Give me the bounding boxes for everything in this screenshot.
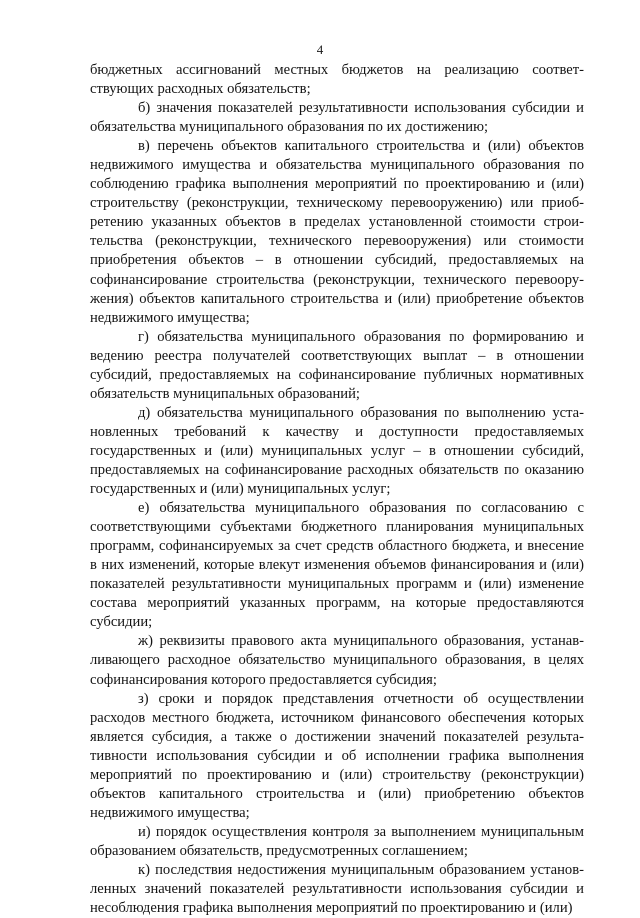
- paragraph-continuation: бюджетных ассигнований местных бюджетов на реализацию соответствующих расходных обязательств;: [90, 62, 584, 98]
- paragraph-item-d: д) обязательства муниципального образования по выполнению установленных требований к качеству и доступности предоставляемых государственных и (или) муниципальных услуг – в отношении субсидий, предоставляемых на софинансирование расходных обязательств по оказанию государственных и (или) муниципальных услуг;: [90, 404, 584, 498]
- document-body: [90, 61, 584, 918]
- paragraph-item-e: е) обязательства муниципального образования по согласованию с соответствующими субъектами бюджетного планирования муниципальных программ, софинансируемых за счет средств областного бюджета, и внесение в них изменений, которые влекут изменения объемов финансирования и (или) показателей результативности муниципальных программ и (или) изменение состава мероприятий указанных программ, на которые предоставляются субсидии;: [90, 500, 584, 631]
- paragraph-item-g: г) обязательства муниципального образования по формированию и ведению реестра получателей соответствующих выплат – в отношении субсидий, предоставляемых на софинансирование публичных нормативных обязательств муниципальных образований;: [90, 328, 584, 402]
- paragraph-item-z: з) сроки и порядок представления отчетности об осуществлении расходов местного бюджета, источником финансового обеспечения которых является субсидия, а также о достижении значений показателей результативности использования субсидии и об исполнении графика выполнения мероприятий по проектированию и (или) строительству (реконструкции) объектов капитального строительства и (или) приобретению объектов недвижимого имущества;: [90, 690, 584, 821]
- paragraph-item-b: б) значения показателей результативности использования субсидии и обязательства муниципального образования по их достижению;: [90, 100, 584, 136]
- paragraph-item-v: в) перечень объектов капитального строительства и (или) объектов недвижимого имущества и обязательства муниципального образования по соблюдению графика выполнения мероприятий по проектированию и (или) строительству (реконструкции, техническому перевооружению) или приобретению указанных объектов в пределах установленной стоимости строительства (реконструкции, технического перевооружения) или стоимости приобретения объектов – в отношении субсидий, предоставляемых на софинансирование строительства (реконструкции, технического перевооружения) объектов капитального строительства и (или) приобретение объектов недвижимого имущества;: [90, 138, 584, 326]
- page-number: 4: [316, 42, 324, 57]
- paragraph-item-i: и) порядок осуществления контроля за выполнением муниципальным образованием обязательств, предусмотренных соглашением;: [90, 823, 584, 859]
- paragraph-item-k: к) последствия недостижения муниципальным образованием установленных значений показателей результативности использования субсидии и несоблюдения графика выполнения мероприятий по проектированию и (или): [90, 861, 584, 917]
- paragraph-item-zh: ж) реквизиты правового акта муниципального образования, устанавливающего расходное обязательство муниципального образования, в целях софинансирования которого предоставляется субсидия;: [90, 633, 584, 688]
